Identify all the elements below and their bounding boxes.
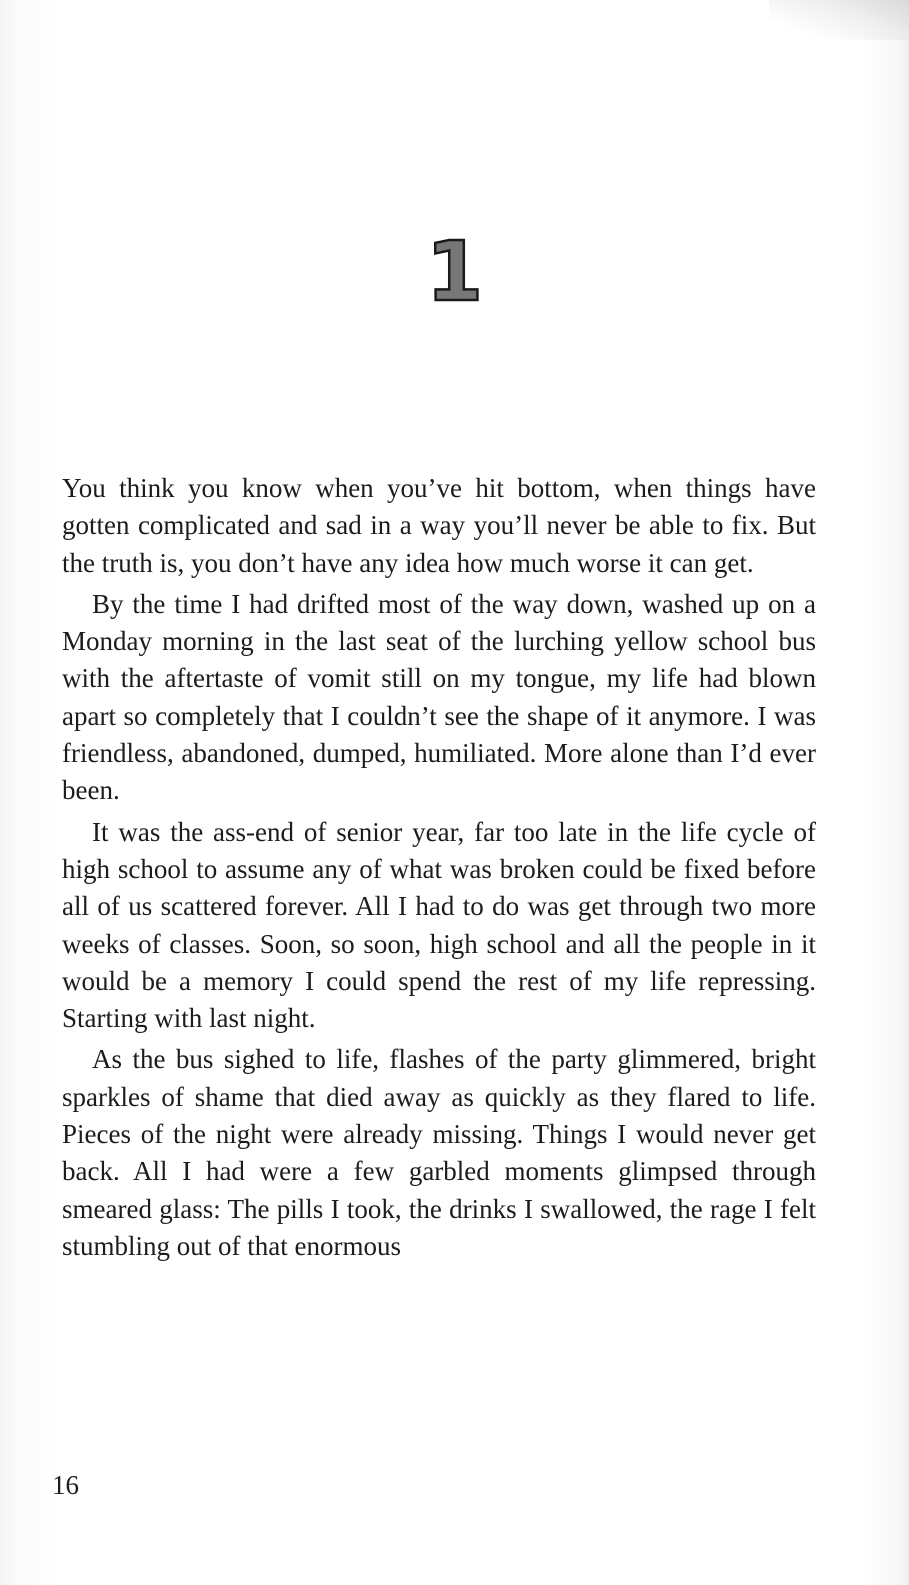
- paragraph-2: By the time I had drifted most of the way down, washed up on a Monday morning in the last seat of the lurching yellow school bus with the aftertaste of vomit still on my tongue, my life had blown apart so completely that I couldn’t see the shape of it anymore. I was friendless, abandoned, dumped, humiliated. More alone than I’d ever been.: [62, 588, 816, 806]
- scan-shadow: [769, 0, 909, 40]
- chapter-body: [62, 470, 816, 1265]
- page-number: 16: [52, 1470, 79, 1500]
- chapter-number: 1: [425, 225, 484, 320]
- paragraph-3: It was the ass-end of senior year, far too late in the life cycle of high school to assume any of what was broken could be fixed before all of us scattered forever. All I had to do was get through two more weeks of classes. Soon, so soon, high school and all the people in it would be a memory I could spend the rest of my life repressing. Starting with last night.: [62, 816, 816, 1034]
- paragraph-1: You think you know when you’ve hit bottom, when things have gotten complicated and sad in a way you’ll never be able to fix. But the truth is, you don’t have any idea how much worse it can get.: [62, 473, 816, 578]
- paragraph-4: As the bus sighed to life, flashes of the party glimmered, bright sparkles of shame that died away as quickly as they flared to life. Pieces of the night were already missing. Things I would never get back. All I had were a few garbled moments glimpsed through smeared glass: The pills I took, the drinks I swallowed, the rage I felt stumbling out of that enormous: [62, 1044, 816, 1261]
